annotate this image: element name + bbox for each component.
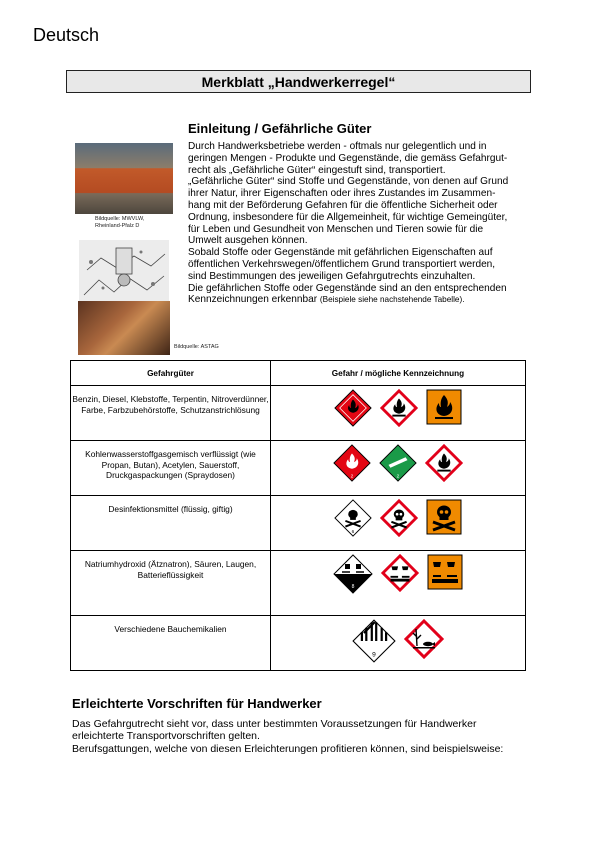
hazard-illustration <box>79 240 169 302</box>
intro-text <box>188 141 548 306</box>
intro-line: öffentlichen Verkehrswegen/öffentlichem Grund transportiert werden, <box>188 258 496 270</box>
marking-cell <box>271 441 526 496</box>
ghs-environment-icon <box>404 619 444 659</box>
table-row <box>71 496 526 551</box>
photo1-caption-line2: Rheinland-Pfalz D <box>95 222 140 229</box>
marking-cell <box>271 496 526 551</box>
ghs-corrosive-icon <box>381 554 419 592</box>
section2-line: Berufsgattungen, welche von diesen Erleichterungen profitieren können, sind beispielsweise: <box>72 742 504 755</box>
intro-line: Durch Handwerksbetriebe werden - oftmals nur gelegentlich und in <box>188 141 487 152</box>
goods-cell: Natriumhydroxid (Ätznatron), Säuren, Laugen, Batterieflüssigkeit <box>71 551 271 616</box>
truck-photo <box>75 143 173 214</box>
table-row <box>71 551 526 616</box>
intro-line: hang mit der Beförderung Gefahren für die öffentliche Sicherheit oder <box>188 199 498 211</box>
dangerous-goods-table <box>70 360 526 671</box>
goods-cell: Verschiedene Bauchemikalien <box>71 616 271 671</box>
page-title <box>66 70 531 93</box>
intro-line-last <box>188 294 548 306</box>
title-text: Merkblatt „Handwerkerregel“ <box>201 73 396 90</box>
intro-line: sind Bestimmungen des jeweiligen Gefahrgutrechts einzuhalten. <box>188 270 476 282</box>
eu-toxic-square-icon <box>426 499 462 535</box>
eu-flammable-square-icon <box>426 389 462 425</box>
intro-line: geringen Mengen - Produkte und Gegenstände, die gemäss Gefahrgut- <box>188 152 508 164</box>
photo1-caption <box>95 216 144 229</box>
intro-line: Kennzeichnungen erkennbar <box>188 294 318 306</box>
section2-text <box>72 718 542 755</box>
intro-line-small: (Beispiele siehe nachstehende Tabelle). <box>319 295 465 305</box>
intro-line: Umwelt ausgehen können. <box>188 235 308 247</box>
flammable-gas-class21-diamond-icon <box>333 444 371 482</box>
table-row <box>71 386 526 441</box>
flammable-class3-diamond-icon <box>334 389 372 427</box>
goods-cell: Kohlenwasserstoffgasgemisch verflüssigt (wie Propan, Butan), Acetylen, Sauerstoff, Druckgaspackungen (Spraydosen) <box>71 441 271 496</box>
goods-cell: Desinfektionsmittel (flüssig, giftig) <box>71 496 271 551</box>
photo3-caption: Bildquelle: ASTAG <box>174 344 219 350</box>
column-header-marking: Gefahr / mögliche Kennzeichnung <box>271 361 526 386</box>
svg-text:2: 2 <box>396 474 400 480</box>
misc-class9-diamond-icon <box>352 619 396 663</box>
ghs-flame-icon <box>380 389 418 427</box>
table-header-row <box>71 361 526 386</box>
column-header-goods: Gefahrgüter <box>71 361 271 386</box>
intro-line: Die gefährlichen Stoffe oder Gegenstände sind an den entsprechenden <box>188 282 507 294</box>
ghs-skull-icon <box>380 499 418 537</box>
photo1-caption-line1: Bildquelle: MWVLW, <box>95 216 145 222</box>
eu-corrosive-square-icon <box>427 554 463 590</box>
svg-text:6: 6 <box>351 530 354 536</box>
section2-line: Das Gefahrgutrecht sieht vor, dass unter bestimmten Voraussetzungen für Handwerker <box>72 718 477 730</box>
svg-text:8: 8 <box>351 584 354 590</box>
toxic-class61-diamond-icon <box>334 499 372 537</box>
intro-line: ihrer Natur, ihrer Eigenschaften oder ihres Zustandes im Zusammen- <box>188 188 496 200</box>
nonflammable-gas-class22-diamond-icon <box>379 444 417 482</box>
ghs-flame-icon <box>425 444 463 482</box>
goods-cell: Benzin, Diesel, Klebstoffe, Terpentin, Nitroverdünner, Farbe, Farbzubehörstoffe, Schutzanstrichlösung <box>71 386 271 441</box>
intro-heading: Einleitung / Gefährliche Güter <box>188 121 372 136</box>
corrosive-class8-diamond-icon <box>333 554 373 594</box>
intro-line: Sobald Stoffe oder Gegenstände mit gefährlichen Eigenschaften auf <box>188 247 493 259</box>
svg-text:2: 2 <box>350 474 353 480</box>
section2-line: erleichterte Transportvorschriften gelten. <box>72 730 260 743</box>
intro-line: „Gefährliche Güter“ sind Stoffe und Gegenstände, von denen auf Grund <box>188 176 509 188</box>
marking-cell <box>271 386 526 441</box>
section2-heading: Erleichterte Vorschriften für Handwerker <box>72 696 322 711</box>
intro-line: recht als „Gefährliche Güter“ eingestuft sind, transportiert. <box>188 164 446 176</box>
language-label: Deutsch <box>33 25 100 45</box>
intro-line: für Leben und Gesundheit von Menschen und Tieren sowie für die <box>188 223 484 235</box>
marking-cell <box>271 616 526 671</box>
burn-injury-photo <box>78 301 170 355</box>
svg-text:9: 9 <box>371 651 376 659</box>
intro-line: Ordnung, insbesondere für die Allgemeinheit, für wichtige Gemeingüter, <box>188 211 508 223</box>
marking-cell <box>271 551 526 616</box>
table-row <box>71 616 526 671</box>
table-row <box>71 441 526 496</box>
